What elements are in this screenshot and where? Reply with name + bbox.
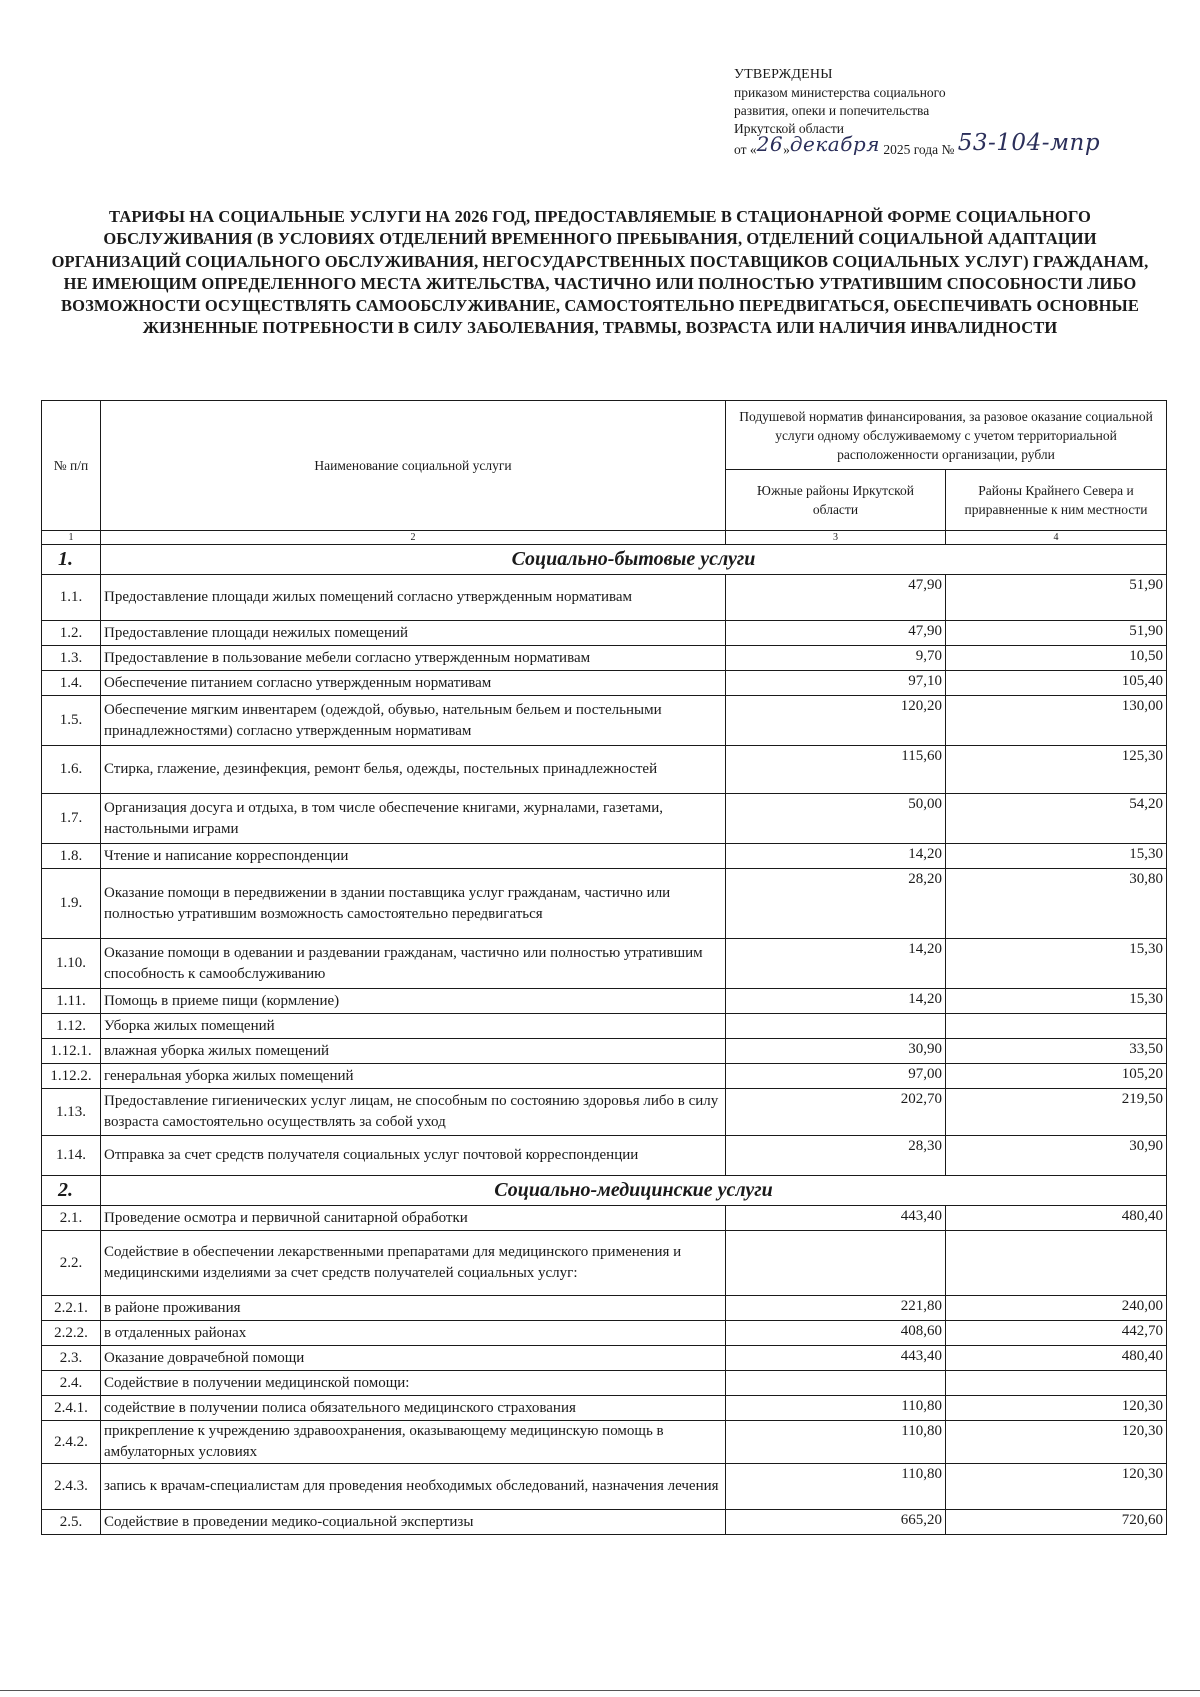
tariff-south: 50,00 [726,794,946,844]
service-name: Чтение и написание корреспонденции [101,844,726,869]
tariff-north: 442,70 [946,1321,1167,1346]
date-separator: » [783,142,790,157]
table-row [42,646,1167,671]
table-row [42,1346,1167,1371]
service-name: Оказание доврачебной помощи [101,1346,726,1371]
row-number: 2.2.1. [42,1296,101,1321]
row-number: 2.2.2. [42,1321,101,1346]
tariff-south: 110,80 [726,1396,946,1421]
tariff-south [726,1014,946,1039]
tariff-north: 219,50 [946,1089,1167,1136]
tariff-south: 120,20 [726,696,946,746]
service-name: Отправка за счет средств получателя социальных услуг почтовой корреспонденции [101,1136,726,1176]
row-number: 2.4.2. [42,1421,101,1464]
tariff-north: 120,30 [946,1464,1167,1510]
row-number: 2.2. [42,1231,101,1296]
approval-date-line [734,130,1154,159]
table-row [42,989,1167,1014]
tariff-south: 14,20 [726,939,946,989]
tariff-north [946,1371,1167,1396]
tariff-north: 51,90 [946,575,1167,621]
tariff-north: 130,00 [946,696,1167,746]
service-name: Помощь в приеме пищи (кормление) [101,989,726,1014]
date-year-text: 2025 года № [883,142,955,157]
handwritten-month: декабря [789,132,880,156]
tariff-south: 28,30 [726,1136,946,1176]
section-row [42,1176,1167,1206]
tariff-north: 480,40 [946,1346,1167,1371]
header-norm: Подушевой норматив финансирования, за разовое оказание социальной услуги одному обслуживаемому с учетом территориальной расположенности организации, рубли [726,401,1167,470]
header-north: Районы Крайнего Севера и приравненные к ним местности [946,470,1167,531]
tariff-south: 443,40 [726,1206,946,1231]
table-row [42,746,1167,794]
tariff-north: 120,30 [946,1396,1167,1421]
tariff-south: 110,80 [726,1421,946,1464]
service-name: Обеспечение питанием согласно утвержденным нормативам [101,671,726,696]
tariff-north: 54,20 [946,794,1167,844]
row-number: 1.6. [42,746,101,794]
tariff-north: 30,80 [946,869,1167,939]
table-row [42,939,1167,989]
approval-block [734,66,1154,159]
section-number: 1. [42,545,101,575]
row-number: 1.2. [42,621,101,646]
column-number: 1 [42,531,101,545]
table-row [42,1396,1167,1421]
row-number: 1.12.1. [42,1039,101,1064]
tariffs-table [41,400,1167,1535]
tariff-south [726,1231,946,1296]
table-row [42,1296,1167,1321]
row-number: 2.5. [42,1510,101,1535]
table-row [42,1421,1167,1464]
tariff-south: 202,70 [726,1089,946,1136]
service-name: Проведение осмотра и первичной санитарной обработки [101,1206,726,1231]
service-name: содействие в получении полиса обязательного медицинского страхования [101,1396,726,1421]
tariff-south: 9,70 [726,646,946,671]
service-name: запись к врачам-специалистам для проведения необходимых обследований, назначения лечения [101,1464,726,1510]
tariff-south: 28,20 [726,869,946,939]
tariff-north: 240,00 [946,1296,1167,1321]
service-name: Стирка, глажение, дезинфекция, ремонт белья, одежды, постельных принадлежностей [101,746,726,794]
table-row [42,794,1167,844]
service-name: в отдаленных районах [101,1321,726,1346]
tariff-north: 30,90 [946,1136,1167,1176]
column-number: 4 [946,531,1167,545]
approval-line: развития, опеки и попечительства [734,103,930,118]
service-name: Уборка жилых помещений [101,1014,726,1039]
table-row [42,1510,1167,1535]
table-row [42,1089,1167,1136]
tariff-north: 105,40 [946,671,1167,696]
header-row [42,401,1167,470]
row-number: 1.4. [42,671,101,696]
table-row [42,1039,1167,1064]
tariff-south: 115,60 [726,746,946,794]
row-number: 1.11. [42,989,101,1014]
tariff-north: 33,50 [946,1039,1167,1064]
table-row [42,1321,1167,1346]
row-number: 1.8. [42,844,101,869]
document-title: ТАРИФЫ НА СОЦИАЛЬНЫЕ УСЛУГИ НА 2026 ГОД, ПРЕДОСТАВЛЯЕМЫЕ В СТАЦИОНАРНОЙ ФОРМЕ СОЦИАЛЬНОГО ОБСЛУЖИВАНИЯ (В УСЛОВИЯХ ОТДЕЛЕНИЙ ВРЕМЕННОГО ПРЕБЫВАНИЯ, ОТДЕЛЕНИЙ СОЦИАЛЬНОЙ АДАПТАЦИИ ОРГАНИЗАЦИЙ СОЦИАЛЬНОГО ОБСЛУЖИВАНИЯ, НЕГОСУДАРСТВЕННЫХ ПОСТАВЩИКОВ СОЦИАЛЬНЫХ УСЛУГ) ГРАЖДАНАМ, НЕ ИМЕЮЩИМ ОПРЕДЕЛЕННОГО МЕСТА ЖИТЕЛЬСТВА, ЧАСТИЧНО ИЛИ ПОЛНОСТЬЮ УТРАТИВШИМ СПОСОБНОСТИ ЛИБО ВОЗМОЖНОСТИ ОСУЩЕСТВЛЯТЬ САМООБСЛУЖИВАНИЕ, САМОСТОЯТЕЛЬНО ПЕРЕДВИГАТЬСЯ, ОБЕСПЕЧИВАТЬ ОСНОВНЫЕ ЖИЗНЕННЫЕ ПОТРЕБНОСТИ В СИЛУ ЗАБОЛЕВАНИЯ, ТРАВМЫ, ВОЗРАСТА ИЛИ НАЛИЧИЯ ИНВАЛИДНОСТИ [51,207,1149,338]
row-number: 2.4.1. [42,1396,101,1421]
tariff-south: 443,40 [726,1346,946,1371]
row-number: 1.1. [42,575,101,621]
service-name: Содействие в проведении медико-социальной экспертизы [101,1510,726,1535]
tariff-south [726,1371,946,1396]
approved-heading: УТВЕРЖДЕНЫ [734,67,833,82]
tariff-south: 408,60 [726,1321,946,1346]
tariff-south: 47,90 [726,621,946,646]
section-row [42,545,1167,575]
tariff-north: 15,30 [946,939,1167,989]
section-number: 2. [42,1176,101,1206]
service-name: Оказание помощи в передвижении в здании поставщика услуг гражданам, частично или полностью утратившим возможность самостоятельно передвигаться [101,869,726,939]
handwritten-day: 26 [756,132,784,156]
service-name: Содействие в получении медицинской помощи: [101,1371,726,1396]
tariff-north: 15,30 [946,989,1167,1014]
column-number-row [42,531,1167,545]
row-number: 1.12.2. [42,1064,101,1089]
tariff-north: 720,60 [946,1510,1167,1535]
table-body [42,545,1167,1535]
row-number: 1.7. [42,794,101,844]
tariff-south: 110,80 [726,1464,946,1510]
header-name: Наименование социальной услуги [101,401,726,531]
page-bottom-rule [0,1690,1200,1691]
row-number: 1.13. [42,1089,101,1136]
service-name: Предоставление площади нежилых помещений [101,621,726,646]
handwritten-order-number: 53-104-мпр [957,130,1101,156]
tariff-north: 15,30 [946,844,1167,869]
tariff-south: 14,20 [726,989,946,1014]
row-number: 2.4. [42,1371,101,1396]
tariff-south: 97,00 [726,1064,946,1089]
table-row [42,1371,1167,1396]
tariff-south: 97,10 [726,671,946,696]
service-name: Предоставление площади жилых помещений согласно утвержденным нормативам [101,575,726,621]
table-row [42,869,1167,939]
row-number: 1.9. [42,869,101,939]
table-row [42,621,1167,646]
tariff-north: 105,20 [946,1064,1167,1089]
table-row [42,696,1167,746]
header-south: Южные районы Иркутской области [726,470,946,531]
table-row [42,1136,1167,1176]
header-num: № п/п [42,401,101,531]
approval-line: Иркутской области [734,121,845,136]
service-name: влажная уборка жилых помещений [101,1039,726,1064]
row-number: 2.4.3. [42,1464,101,1510]
section-title: Социально-бытовые услуги [101,545,1167,575]
tariff-south: 47,90 [726,575,946,621]
table-row [42,671,1167,696]
column-number: 2 [101,531,726,545]
service-name: Организация досуга и отдыха, в том числе обеспечение книгами, журналами, газетами, настольными играми [101,794,726,844]
row-number: 1.10. [42,939,101,989]
service-name: генеральная уборка жилых помещений [101,1064,726,1089]
tariff-north [946,1231,1167,1296]
tariff-north: 480,40 [946,1206,1167,1231]
table-row [42,1064,1167,1089]
table-row [42,1231,1167,1296]
service-name: Оказание помощи в одевании и раздевании гражданам, частично или полностью утратившим способность к самообслуживанию [101,939,726,989]
tariff-south: 665,20 [726,1510,946,1535]
tariff-north: 125,30 [946,746,1167,794]
date-prefix: от « [734,142,757,157]
row-number: 2.1. [42,1206,101,1231]
column-number: 3 [726,531,946,545]
row-number: 1.5. [42,696,101,746]
table-row [42,575,1167,621]
tariff-south: 221,80 [726,1296,946,1321]
table-row [42,1206,1167,1231]
tariff-north [946,1014,1167,1039]
tariff-south: 30,90 [726,1039,946,1064]
approval-line: приказом министерства социального [734,85,946,100]
service-name: Предоставление гигиенических услуг лицам, не способным по состоянию здоровья либо в силу возраста самостоятельно осуществлять за собой уход [101,1089,726,1136]
service-name: Обеспечение мягким инвентарем (одеждой, обувью, нательным бельем и постельными принадлежностями) согласно утвержденным нормативам [101,696,726,746]
service-name: прикрепление к учреждению здравоохранения, оказывающему медицинскую помощь в амбулаторных условиях [101,1421,726,1464]
tariff-south: 14,20 [726,844,946,869]
row-number: 1.14. [42,1136,101,1176]
service-name: в районе проживания [101,1296,726,1321]
row-number: 1.12. [42,1014,101,1039]
tariff-north: 51,90 [946,621,1167,646]
tariff-north: 120,30 [946,1421,1167,1464]
table-row [42,1464,1167,1510]
service-name: Предоставление в пользование мебели согласно утвержденным нормативам [101,646,726,671]
row-number: 2.3. [42,1346,101,1371]
section-title: Социально-медицинские услуги [101,1176,1167,1206]
row-number: 1.3. [42,646,101,671]
table-row [42,844,1167,869]
tariff-north: 10,50 [946,646,1167,671]
table-row [42,1014,1167,1039]
service-name: Содействие в обеспечении лекарственными препаратами для медицинского применения и медицинскими изделиями за счет средств получателей социальных услуг: [101,1231,726,1296]
